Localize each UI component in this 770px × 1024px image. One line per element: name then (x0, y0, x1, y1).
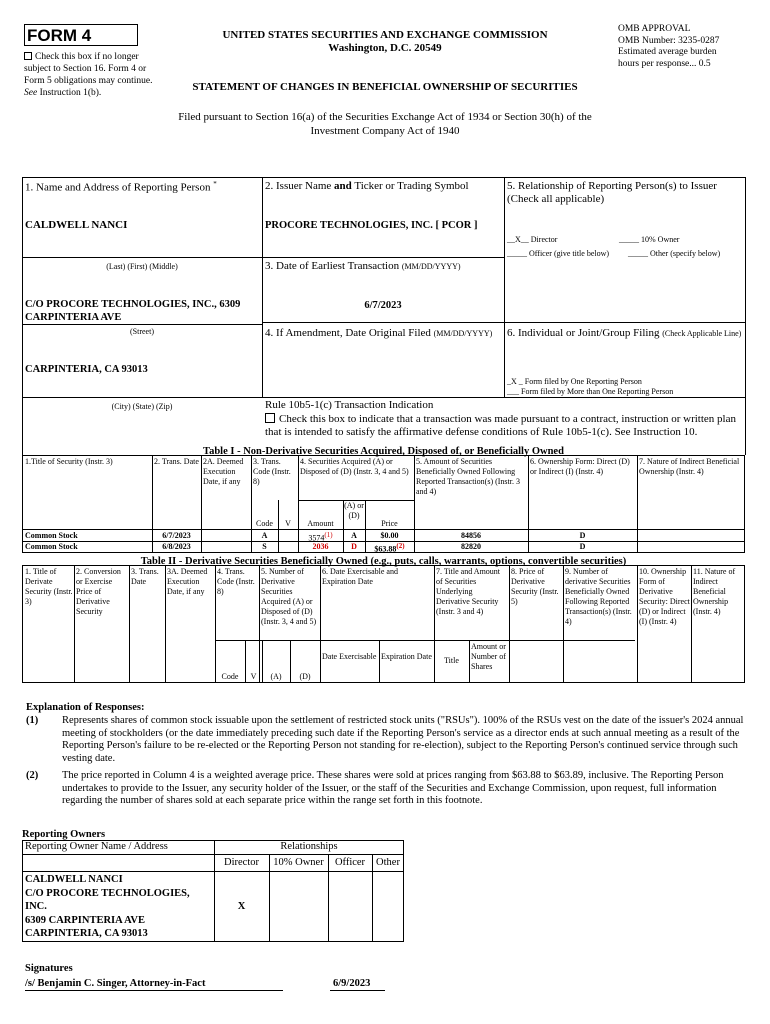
signature-date-line (330, 990, 385, 991)
t1-col2-header: 2. Trans. Date (154, 457, 199, 466)
t1-row2-price: $63.88$^{(2)}$ (374, 542, 405, 554)
box1-street-rule (22, 324, 263, 325)
t1-col7-header: 7. Nature of Indirect Beneficial Ownership (Instr. 4) (639, 457, 740, 476)
t2-col9-header: 9. Number of derivative Securities Beneficially Owned Following Reported Transaction(s) (Instr. 4) (565, 567, 632, 626)
table2-title: Table II - Derivative Securities Beneficially Owned (e.g., puts, calls, warrants, options, convertible securities) (140, 556, 627, 567)
t2-col2-header: 2. Conversion or Exercise Price of Derivative Security (76, 567, 121, 616)
note-2-text: The price reported in Column 4 is a weighted average price. These shares were sold at prices ranging from $63.88 to $63.89, inclusive. The Reporting Person undertakes to provide to the Issuer, any security holder of the Issuer, or the staff of the Securities and Exchange Commission, upon request, full information regarding the number of shares sold at each separate price within the range set forth in this footnote. (62, 770, 724, 806)
t1-row1-form: D (579, 531, 586, 540)
t1-sub-price: Price (381, 519, 398, 528)
t2-sub-d: (D) (299, 672, 311, 681)
omb-approval: OMB APPROVAL OMB Number: 3235-0287 Estimated average burden hours per response... 0.5 (618, 24, 720, 69)
issuer-name: PROCORE TECHNOLOGIES, INC. [ PCOR ] (265, 220, 478, 231)
t2-sub-v: V (250, 672, 257, 681)
t2-col8-header: 8. Price of Derivative Security (Instr. 5) (511, 567, 559, 606)
t2-sub-date-exercisable: Date Exercisable (322, 652, 377, 661)
box6-label: 6. Individual or Joint/Group Filing (Check Applicable Line) (507, 327, 742, 339)
box2-box3-rule (262, 257, 504, 258)
t1-row1-aord: A (351, 531, 357, 540)
reporting-person-name: CALDWELL NANCI (25, 219, 128, 231)
t1-col1-header: 1.Title of Security (Instr. 3) (25, 457, 113, 466)
filing-option-more: ___ Form filed by More than One Reporting Person (507, 387, 674, 396)
explanation-heading: Explanation of Responses: (26, 702, 145, 713)
t2-col3-header: 3. Trans. Date (131, 567, 159, 586)
rule-10b5-1-section: Rule 10b5-1(c) Transaction Indication Check this box to indicate that a transaction was made pursuant to a contract, instruction or written plan that is intended to satisfy the affirmative defense conditions of Rule 10b5-1(c). See Instruction 10. (265, 399, 736, 438)
agency-line2: Washington, D.C. 20549 (328, 42, 442, 54)
t1-row2-form: D (579, 542, 586, 551)
no-longer-subject-note: Check this box if no longer subject to Section 16. Form 4 or Form 5 obligations may continue. See Instruction 1(b). (24, 52, 153, 98)
t2-col11-header: 11. Nature of Indirect Beneficial Ownership (Instr. 4) (693, 567, 736, 616)
box1-box2-divider (262, 177, 263, 397)
rule-10b5-1-checkbox[interactable] (265, 413, 275, 423)
t2-col6-header: 6. Date Exercisable and Expiration Date (322, 567, 398, 586)
t2-col3a-header: 3A. Deemed Execution Date, if any (167, 567, 208, 596)
signer-name: /s/ Benjamin C. Singer, Attorney-in-Fact (25, 978, 206, 989)
t2-col7-header: 7. Title and Amount of Securities Underlying Derivative Security (Instr. 3 and 4) (436, 567, 501, 616)
note-1-text: Represents shares of common stock issuable upon the settlement of restricted stock units ("RSUs"). 100% of the RSUs vest on the date of the issuer's 2024 annual meeting of stockholders (or the date immediately preceding such date if the Reporting Person's service as a director ends at such annual meeting as a result of the Reporting Person's failure to be re-elected or the Reporting Person not standing for re-election), subject to the Reporting Person's continued service through such vesting date. (62, 715, 744, 764)
box3-box4-rule (262, 322, 745, 323)
statement-title: STATEMENT OF CHANGES IN BENEFICIAL OWNERSHIP OF SECURITIES (192, 81, 578, 93)
owner-other-header: Other (376, 857, 400, 868)
box1-name-rule (22, 257, 263, 258)
t2-col5-header: 5. Number of Derivative Securities Acquired (A) or Disposed of (D) (Instr. 3, 4 and 5) (261, 567, 317, 626)
reporting-person-city: CARPINTERIA, CA 93013 (25, 364, 148, 375)
t1-row2-owned: 82820 (461, 542, 481, 551)
t1-col6-header: 6. Ownership Form: Direct (D) or Indirect (I) (Instr. 4) (530, 457, 630, 476)
t1-sub-code: Code (256, 519, 273, 528)
boxes-right-rule (745, 177, 746, 455)
footnote-2-ref[interactable]: (2) (396, 542, 405, 550)
t1-sub-amount: Amount (307, 519, 334, 528)
t1-col2a-header: 2A. Deemed Execution Date, if any (203, 457, 244, 486)
form-title: FORM 4 (27, 26, 92, 45)
t2-sub-code: Code (221, 672, 239, 681)
owner-address: CALDWELL NANCI C/O PROCORE TECHNOLOGIES, INC. 6309 CARPINTERIA AVE CARPINTERIA, CA 93013 (25, 874, 190, 939)
relationship-other: _____ Other (specify below) (628, 249, 721, 258)
t2-col1-header: 1. Title of Derivate Security (Instr. 3) (25, 567, 73, 606)
box2-box5-divider (504, 177, 505, 397)
t2-sub-title: Title (444, 656, 459, 665)
box1-label: 1. Name and Address of Reporting Person * (25, 180, 217, 194)
t1-row1-amount: 3574$^{(1)}$ (308, 531, 333, 543)
t1-col5-header: 5. Amount of Securities Beneficially Owned Following Reported Transaction(s) (Instr. 3 and 4) (416, 457, 520, 496)
relationship-ten-percent: _____ 10% Owner (619, 235, 680, 244)
street-caption: (Street) (130, 327, 154, 336)
t1-row2-title: Common Stock (25, 542, 78, 551)
t1-row1-date: 6/7/2023 (162, 531, 191, 540)
box2-label: 2. Issuer Name and Ticker or Trading Symbol (265, 180, 469, 192)
t2-col10-header: 10. Ownership Form of Derivative Security: Direct (D) or Indirect (I) (Instr. 4) (639, 567, 690, 626)
no-longer-subject-checkbox[interactable] (24, 52, 32, 60)
t1-sub-v: V (285, 519, 291, 528)
city-caption: (City) (State) (Zip) (111, 402, 173, 411)
footnote-1-ref[interactable]: (1) (324, 531, 333, 539)
relationship-director: __X__ Director (507, 235, 558, 244)
filing-option-one: _X _ Form filed by One Reporting Person (507, 377, 642, 386)
filed-pursuant: Filed pursuant to Section 16(a) of the Securities Exchange Act of 1934 or Section 30(h) of the Investment Company Act of 1940 (178, 111, 592, 137)
table1-title: Table I - Non-Derivative Securities Acquired, Disposed of, or Beneficially Owned (203, 446, 564, 457)
owner-director-header: Director (224, 857, 259, 868)
owner-director-mark: X (237, 901, 246, 912)
relationships-header: Relationships (280, 841, 338, 852)
t2-col4-header: 4. Trans. Code (Instr. 8) (217, 567, 255, 596)
reporting-person-street: C/O PROCORE TECHNOLOGIES, INC., 6309 CARPINTERIA AVE (25, 299, 241, 323)
owner-name-header: Reporting Owner Name / Address (25, 841, 168, 852)
agency-line1: UNITED STATES SECURITIES AND EXCHANGE COMMISSION (222, 29, 548, 41)
t1-sub-aord: (A) or (D) (344, 501, 364, 520)
t2-sub-expiration: Expiration Date (381, 652, 432, 661)
t2-sub-a: (A) (270, 672, 282, 681)
box3-label: 3. Date of Earliest Transaction (MM/DD/YYYY) (265, 260, 461, 272)
relationship-officer: _____ Officer (give title below) (507, 249, 610, 258)
box5-label: 5. Relationship of Reporting Person(s) to Issuer (Check all applicable) (507, 180, 717, 205)
earliest-transaction-date: 6/7/2023 (364, 300, 402, 311)
t1-row2-aord: D (351, 542, 357, 551)
signature-line (25, 990, 283, 991)
note-2-number: (2) (26, 770, 39, 781)
signature-date: 6/9/2023 (333, 978, 371, 989)
box4-label: 4. If Amendment, Date Original Filed (MM/DD/YYYY) (265, 327, 493, 339)
signatures-heading: Signatures (25, 963, 73, 974)
owner-officer-header: Officer (334, 857, 366, 868)
name-parts-caption: (Last) (First) (Middle) (106, 262, 178, 271)
boxes-left-rule (22, 177, 23, 455)
t1-row2-code: S (262, 542, 267, 551)
t1-row2-date: 6/8/2023 (162, 542, 191, 551)
note-1-number: (1) (26, 715, 39, 726)
boxes-top-rule (22, 177, 745, 178)
t1-row2-amount: 2036 (312, 542, 329, 551)
t1-row1-title: Common Stock (25, 531, 78, 540)
t1-row1-code: A (261, 531, 268, 540)
owner-ten-header: 10% Owner (273, 857, 324, 868)
t1-row1-price: $0.00 (380, 531, 399, 540)
t1-col3-header: 3. Trans. Code (Instr. 8) (253, 457, 291, 486)
boxes-bottom-rule (22, 397, 745, 398)
t2-sub-amount: Amount or Number of Shares (471, 642, 506, 671)
reporting-owners-heading: Reporting Owners (22, 829, 106, 840)
form-title-box (24, 24, 138, 46)
t1-row1-owned: 84856 (461, 531, 481, 540)
t1-col4-header: 4. Securities Acquired (A) or Disposed of (D) (Instr. 3, 4 and 5) (300, 457, 409, 476)
